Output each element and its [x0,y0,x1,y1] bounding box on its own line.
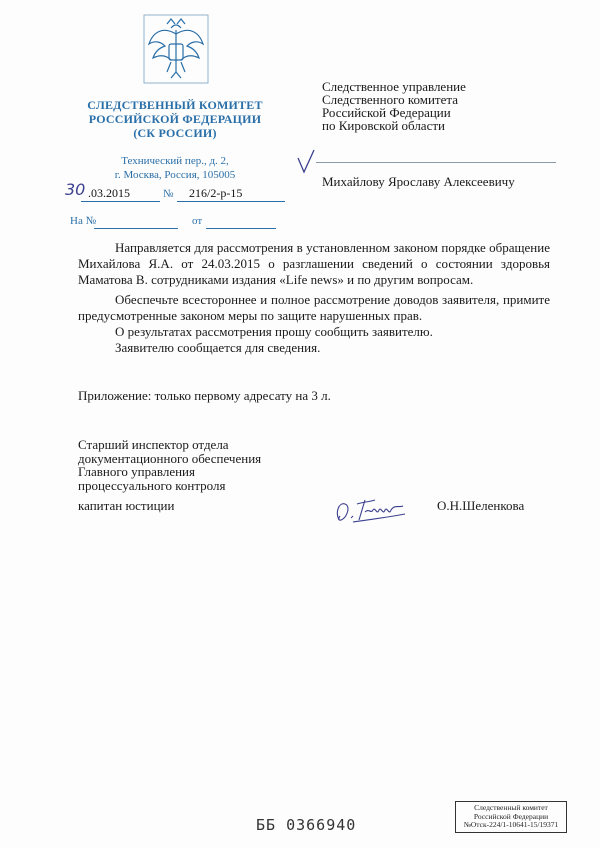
stamp-line3: №Отск-224/1-10641-15/19371 [463,820,559,829]
number-label: № [163,188,174,200]
body-paragraph-4: Заявителю сообщается для сведения. [115,340,321,355]
addressee-divider [316,162,556,163]
addressee-person: Михайлову Ярославу Алексеевичу [322,174,515,189]
addressee-line3: Российской Федерации [322,105,451,120]
stamp-line1: Следственный комитет [474,803,548,812]
date-month-year: .03.2015 [88,186,130,200]
signer-name: О.Н.Шеленкова [437,498,525,513]
addressee-block [322,80,466,132]
number-underline [177,201,285,202]
reference-line [70,215,285,231]
org-address-line1: Технический пер., д. 2, [121,155,229,167]
org-name-line1: СЛЕДСТВЕННЫЙ КОМИТЕТ [87,98,263,112]
body-paragraph-1: Направляется для рассмотрения в установленном законом порядке обращение Михайлова Я.А. от 24.03.2015 о разглашении сведений о состоянии здоровья Маматова В. сотрудниками издания «Life news» и по другим вопросам. [78,240,550,287]
document-date-number [65,180,295,204]
addressee-line2: Следственного комитета [322,92,458,107]
body-paragraph-3: О результатах рассмотрения прошу сообщить заявителю. [115,324,433,339]
signer-position-line4: процессуального контроля [78,477,226,493]
registration-stamp [455,801,567,833]
body-paragraph-2: Обеспечьте всестороннее и полное рассмотрение доводов заявителя, примите предусмотренные законом меры по защите нарушенных прав. [78,292,550,323]
reference-date-underline [206,228,276,229]
attachment-note: Приложение: только первому адресату на 3 л. [78,388,331,403]
signer-position-line1: Старший инспектор отдела [78,437,229,452]
document-number: 216/2-р-15 [189,186,243,200]
form-serial-number: ББ 0366940 [256,816,357,834]
check-mark-icon [296,148,316,174]
reference-number-label: На № [70,215,97,227]
addressee-line4: по Кировской области [322,118,445,133]
letter-body [78,240,550,356]
org-name-line2: РОССИЙСКОЙ ФЕДЕРАЦИИ [88,112,262,126]
reference-number-underline [94,228,178,229]
signer-position-line2: документационного обеспечения [78,450,262,466]
org-address-line2: г. Москва, Россия, 105005 [114,169,236,181]
coat-of-arms-emblem [143,14,209,84]
stamp-line2: Российской Федерации [473,811,549,821]
signer-rank: капитан юстиции [78,498,175,513]
addressee-line1: Следственное управление [322,79,466,94]
date-underline [81,201,160,202]
handwritten-signature [333,494,413,526]
date-day-handwritten: 30 [65,180,86,199]
org-name-line3: (СК РОССИИ) [133,126,217,140]
signer-position-line3: Главного управления [78,464,195,479]
reference-date-label: от [192,215,203,227]
signer-position [78,438,261,492]
issuing-organization [70,98,280,182]
